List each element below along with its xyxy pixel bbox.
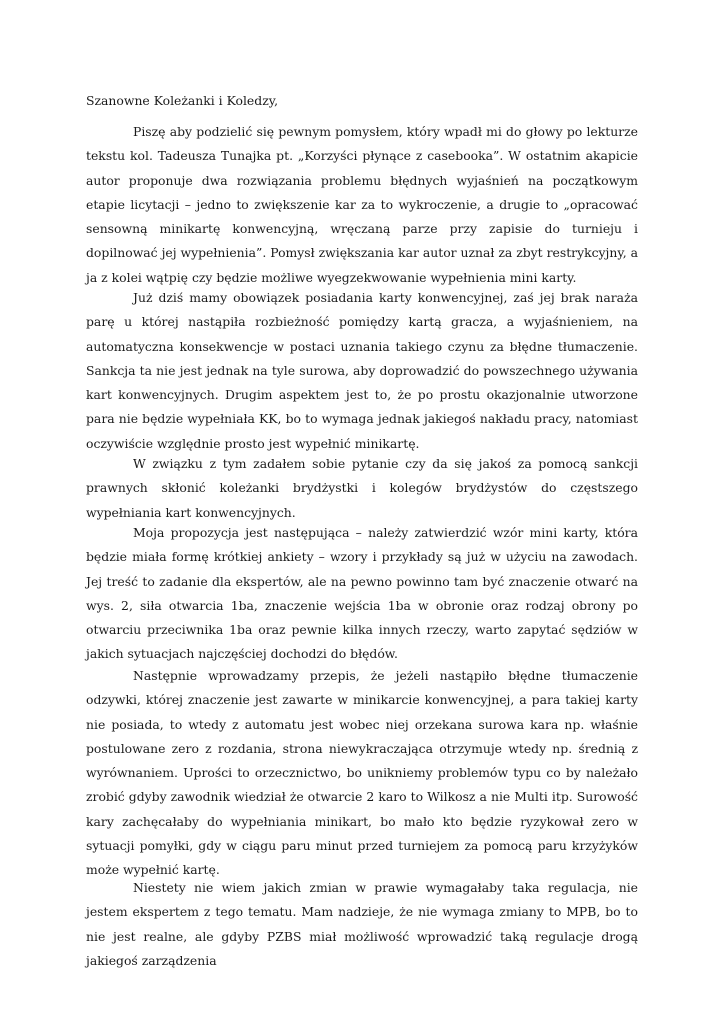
paragraph: Już dziś mamy obowiązek posiadania karty konwencyjnej, zaś jej brak naraża parę u której nastąpiła rozbieżność pomiędzy kartą gracza, a wyjaśnieniem, na automatyczna konsekwencje w postaci uznania takiego czynu za błędne tłumaczenie. Sankcja ta nie jest jednak na tyle surowa, aby doprowadzić do powszechnego używania kart konwencyjnych. Drugim aspektem jest to, że po prostu okazjonalnie utworzone para nie będzie wypełniała KK, bo to wymaga jednak jakiegoś nakładu pracy, natomiast oczywiście względnie prosto jest wypełnić minikartę. [86, 290, 638, 451]
paragraph: Następnie wprowadzamy przepis, że jeżeli nastąpiło błędne tłumaczenie odzywki, której znaczenie jest zawarte w minikarcie konwencyjnej, a para takiej karty nie posiada, to wtedy z automatu jest wobec niej orzekana surowa kara np. właśnie postulowane zero z rozdania, strona niewykraczająca otrzymuje wtedy np. średnią z wyrównaniem. Uprości to orzecznictwo, bo unikniemy problemów typu co by należało zrobić gdyby zawodnik wiedział że otwarcie 2 karo to Wilkosz a nie Multi itp. Surowość kary zachęcałaby do wypełniania minikart, bo mało kto będzie ryzykował zero w sytuacji pomyłki, gdy w ciągu paru minut przed turniejem za pomocą paru krzyżyków może wypełnić kartę. [86, 668, 638, 878]
salutation: Szanowne Koleżanki i Koledzy, [86, 93, 279, 108]
paragraph: Piszę aby podzielić się pewnym pomysłem, który wpadł mi do głowy po lekturze tekstu kol. Tadeusza Tunajka pt. „Korzyści płynące z casebooka”. W ostatnim akapicie autor proponuje dwa rozwiązania problemu błędnych wyjaśnień na początkowym etapie licytacji – jedno to zwiększenie kar za to wykroczenie, a drugie to „opracować sensowną minikartę konwencyjną, wręczaną parze przy zapisie do turnieju i dopilnować jej wypełnienia”. Pomysł zwiększania kar autor uznał za zbyt restrykcyjny, a ja z kolei wątpię czy będzie możliwe wyegzekwowanie wypełnienia mini karty. [86, 124, 638, 285]
paragraph: Niestety nie wiem jakich zmian w prawie wymagałaby taka regulacja, nie jestem ekspertem z tego tematu. Mam nadzieje, że nie wymaga zmiany to MPB, bo to nie jest realne, ale gdyby PZBS miał możliwość wprowadzić taką regulacje drogą jakiegoś zarządzenia [86, 880, 638, 968]
paragraph: Moja propozycja jest następująca – należy zatwierdzić wzór mini karty, która będzie miała formę krótkiej ankiety – wzory i przykłady są już w użyciu na zawodach. Jej treść to zadanie dla ekspertów, ale na pewno powinno tam być znaczenie otwarć na wys. 2, siła otwarcia 1ba, znaczenie wejścia 1ba w obronie oraz rodzaj obrony po otwarciu przeciwnika 1ba oraz pewnie kilka innych rzeczy, warto zapytać sędziów w jakich sytuacjach najczęściej dochodzi do błędów. [86, 525, 638, 662]
paragraph: W związku z tym zadałem sobie pytanie czy da się jakoś za pomocą sankcji prawnych skłonić koleżanki brydżystki i kolegów brydżystów do częstszego wypełniania kart konwencyjnych. [86, 456, 638, 520]
